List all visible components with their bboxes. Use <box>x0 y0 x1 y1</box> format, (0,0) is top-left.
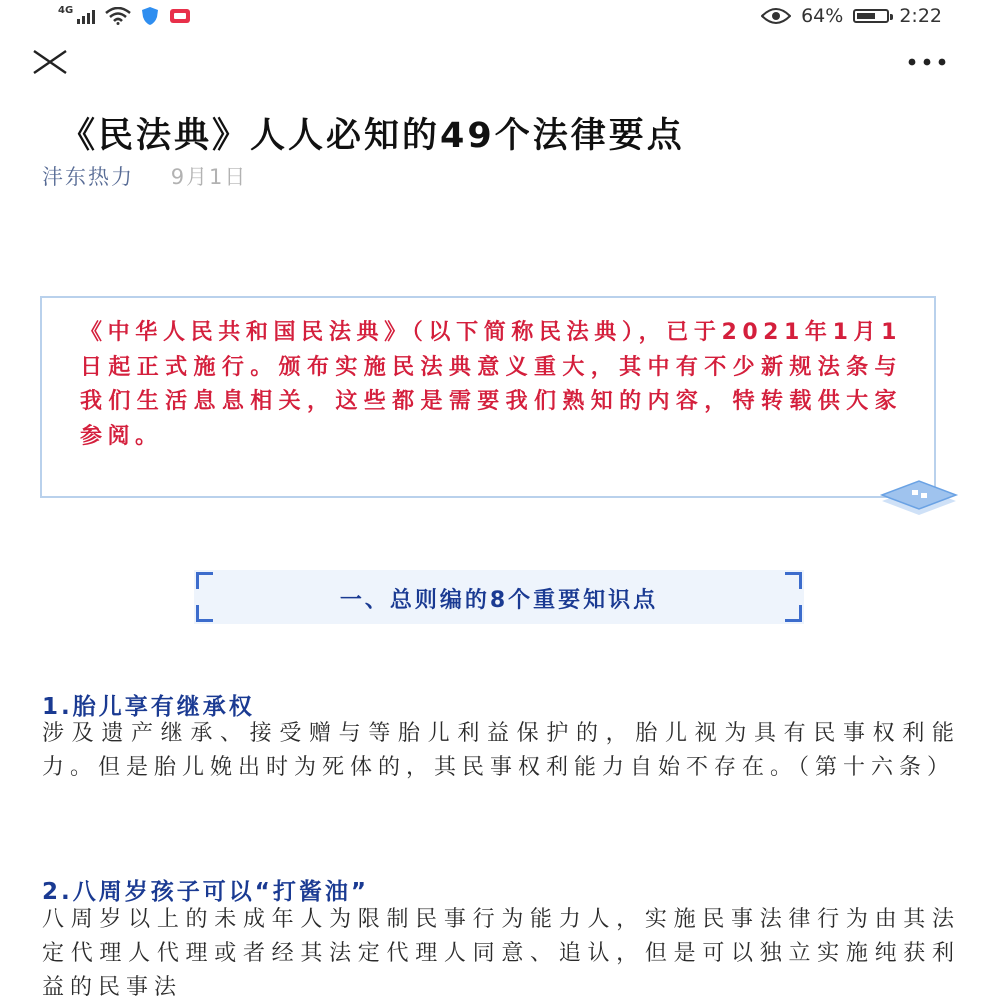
intro-box <box>40 296 936 498</box>
article-meta <box>42 161 247 191</box>
battery-percent: 64% <box>801 5 844 27</box>
eye-icon <box>761 7 791 25</box>
status-right <box>761 5 942 27</box>
author-link[interactable]: 沣东热力 <box>42 165 134 189</box>
more-icon <box>900 50 960 74</box>
item-title: 2.八周岁孩子可以“打酱油” <box>42 879 369 905</box>
shield-icon <box>141 6 159 26</box>
app-notification-icon <box>169 7 191 25</box>
clock: 2:22 <box>899 5 942 27</box>
section-heading-text: 一、总则编的8个重要知识点 <box>339 588 659 613</box>
more-button[interactable] <box>900 50 960 74</box>
status-left <box>58 6 191 26</box>
article-toolbar <box>0 40 1000 84</box>
battery-icon <box>853 9 889 23</box>
close-icon <box>30 46 70 78</box>
wifi-icon <box>105 7 131 25</box>
section-heading <box>194 570 804 624</box>
item-text: 八周岁以上的未成年人为限制民事行为能力人，实施民事法律行为由其法定代理人代理或者经其法定代理人同意、追认，但是可以独立实施纯获利益的民事法 <box>42 907 960 1000</box>
signal-icon <box>77 8 95 24</box>
item-text: 涉及遗产继承、接受赠与等胎儿利益保护的，胎儿视为具有民事权利能力。但是胎儿娩出时为死体的，其民事权利能力自始不存在。（第十六条） <box>42 721 960 780</box>
network-type: 4G <box>58 4 74 16</box>
status-bar <box>0 0 1000 34</box>
article-title: 《民法典》人人必知的49个法律要点 <box>60 116 685 156</box>
publish-date: 9月1日 <box>170 165 248 189</box>
item-title: 1.胎儿享有继承权 <box>42 694 255 720</box>
layers-icon <box>876 475 962 521</box>
close-button[interactable] <box>30 46 70 78</box>
intro-text: 《中华人民共和国民法典》（以下简称民法典），已于2021年1月1日起正式施行。颁布实施民法典意义重大，其中有不少新规法条与我们生活息息相关，这些都是需要我们熟知的内容，特转载供大家参阅。 <box>80 320 902 449</box>
